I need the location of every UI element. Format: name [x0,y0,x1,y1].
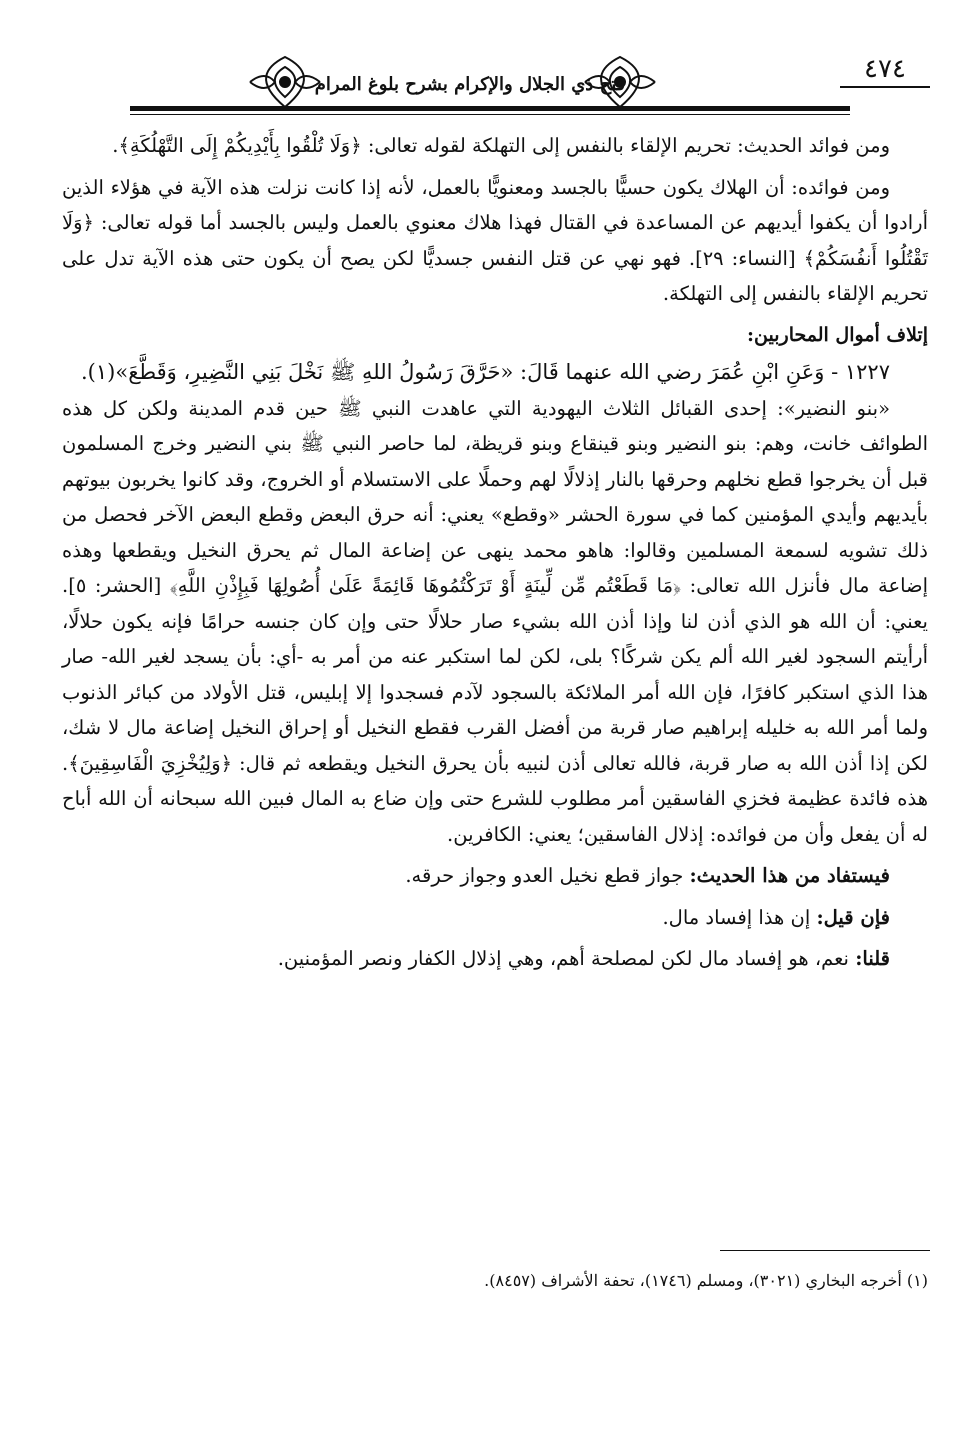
footnote-rule [720,1250,930,1251]
page-body [62,128,928,977]
answer-text: نعم، هو إفساد مال لكن لمصلحة أهم، وهي إذلال الكفار ونصر المؤمنين. [277,947,856,970]
header-rule [130,106,850,111]
benefit-lead: فيستفاد من هذا الحديث: [689,864,890,887]
section-heading: إتلاف أموال المحاربين: [747,323,928,346]
objection-paragraph [62,900,928,936]
hadith-text: ١٢٢٧ - وَعَنِ ابْنِ عُمَرَ رضي الله عنهما قَالَ: «حَرَّقَ رَسُولُ اللهِ ﷺ نَخْلَ بَنِي النَّضِيرِ، وَقَطَّعَ»(١). [81,360,890,384]
answer-lead: قلنا: [855,947,890,970]
benefit-text: جواز قطع نخيل العدو وجواز حرقه. [405,864,690,887]
header-rule-thin [130,114,850,115]
objection-lead: فإن قيل: [816,905,890,929]
running-title: فتح ذي الجلال والإكرام بشرح بلوغ المرام [314,74,626,95]
paragraph: ومن فوائده: أن الهلاك يكون حسيًّا بالجسد ومعنويًّا بالعمل، لأنه إذا كانت نزلت هذه الآية في هؤلاء الذين أرادوا أن يكفوا أيديهم عن المساعدة في القتال فهذا هلاك معنوي بالعمل وليس بالجسد أما قوله تعالى: ﴿وَلَا تَقْتُلُوا أَنفُسَكُمْ﴾ [النساء: ٢٩]. فهو نهي عن قتل النفس جسديًّا لكن يصح أن يكون حتى هذه الآية تدل على تحريم الإلقاء بالنفس إلى التهلكة. [62,175,928,305]
answer-paragraph [62,941,928,977]
page-header [60,52,930,120]
footnote: (١) أخرجه البخاري (٣٠٢١)، ومسلم (١٧٤٦)، تحفة الأشراف (٨٤٥٧). [484,1271,928,1290]
commentary-paragraph: «بنو النضير»: إحدى القبائل الثلاث اليهودية التي عاهدت النبي ﷺ حين قدم المدينة ولكن كل هذه الطوائف خانت، وهم: بنو النضير وبنو قينقاع وبنو قريظة، لما حاصر النبي ﷺ بني النضير وخرج المسلمون قبل أن يخرجوا قطع نخلهم وحرقها بالنار إذلالًا لهم وحملًا على الاستسلام أو الخروج، وقد كانوا يخربون بيوتهم بأيديهم وأيدي المؤمنين كما في سورة الحشر «وقطع» يعني: أنه حرق البعض وقطع البعض الآخر فحصل من ذلك تشويه لسمعة المسلمين وقالوا: هاهو محمد ينهى عن إضاعة المال ثم يحرق النخيل ويقطعها وهذه إضاعة مال فأنزل الله تعالى: ﴿مَا قَطَعْتُم مِّن لِّينَةٍ أَوْ تَرَكْتُمُوهَا قَائِمَةً عَلَىٰ أُصُولِهَا فَبِإِذْنِ اللَّهِ﴾ [الحشر: ٥]. يعني: أن الله هو الذي أذن لنا وإذا أذن الله بشيء صار حلالًا حتى وإن كان جنسه حرامًا فإنه يكون حلالًا، أرأيتم السجود لغير الله ألم يكن شركًا؟ بلى، لكن لما استكبر عنه من أمر به -أي: بأن يسجد لغير الله- صار هذا الذي استكبر كافرًا، فإن الله أمر الملائكة بالسجود لآدم فسجدوا إلا إبليس، قتل الأولاد من كبائر الذنوب ولما أمر الله به خليله إبراهيم صار قربة من أفضل القرب فقطع النخيل أو إحراق النخيل إضاعة مال لا شك، لكن إذا أذن الله به صار قربة، فالله تعالى أذن لنبيه بأن يحرق النخيل ويقطعه ثم قال: ﴿وَلِيُخْزِيَ الْفَاسِقِينَ﴾. هذه فائدة عظيمة فخزي الفاسقين أمر مطلوب للشرع حتى وإن ضاع به المال فبين الله سبحانه أن الله أباح له أن يفعل وأن من فوائده: إذلال الفاسقين؛ يعني: الكافرين. [62,396,928,846]
benefit-paragraph [62,858,928,894]
page-number: ٤٧٤ [840,52,930,88]
paragraph: ومن فوائد الحديث: تحريم الإلقاء بالنفس إلى التهلكة لقوله تعالى: ﴿وَلَا تُلْقُوا بِأَيْدِيكُمْ إِلَى التَّهْلُكَةِ﴾. [112,134,890,157]
objection-text: إن هذا إفساد مال. [662,905,817,929]
